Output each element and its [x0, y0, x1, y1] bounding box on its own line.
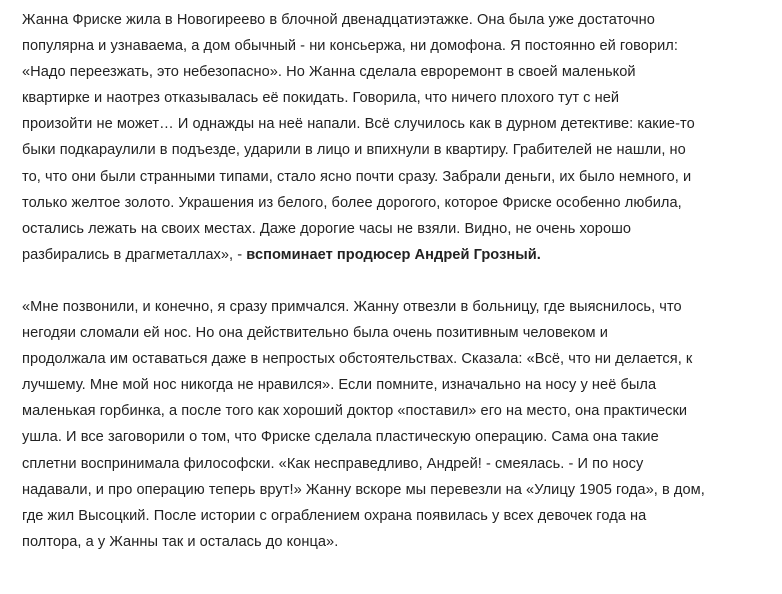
- text-line: сплетни воспринимала философски. «Как несправедливо, Андрей! - смеялась. - И по носу: [22, 455, 644, 472]
- text-line: только желтое золото. Украшения из белого, более дорогого, которое Фриске особенно любила,: [22, 194, 682, 211]
- text-line: надавали, и про операцию теперь врут!» Жанну вскоре мы перевезли на «Улицу 1905 года», в дом,: [22, 481, 705, 498]
- text-line: негодяи сломали ей нос. Но она действительно была очень позитивным человеком и: [22, 325, 608, 342]
- text-line: «Мне позвонили, и конечно, я сразу примчался. Жанну отвезли в больницу, где выяснилось, что: [22, 298, 682, 315]
- text-line-last: [22, 242, 752, 268]
- article-body: [22, 7, 752, 555]
- text-line: «Надо переезжать, это небезопасно». Но Жанна сделала евроремонт в своей маленькой: [22, 64, 636, 81]
- text-line: где жил Высоцкий. После истории с ограблением охрана появилась у всех девочек года на: [22, 507, 647, 524]
- text-line: произойти не может… И однажды на неё напали. Всё случилось как в дурном детективе: какие-то: [22, 116, 695, 133]
- text-line: квартирке и наотрез отказывалась её покидать. Говорила, что ничего плохого тут с ней: [22, 90, 620, 107]
- text-line: то, что они были странными типами, стало ясно почти сразу. Забрали деньги, их было немного, и: [22, 168, 692, 185]
- paragraph-2: [22, 294, 752, 555]
- text-line: остались лежать на своих местах. Даже дорогие часы не взяли. Видно, не очень хорошо: [22, 220, 632, 237]
- quote-ending: разбирались в драгметаллах», -: [22, 246, 247, 263]
- attribution: вспоминает продюсер Андрей Грозный.: [246, 246, 541, 263]
- text-line: быки подкараулили в подъезде, ударили в лицо и впихнули в квартиру. Грабителей не нашли, но: [22, 142, 686, 159]
- text-line: полтора, а у Жанны так и осталась до конца».: [22, 533, 339, 550]
- text-line: маленькая горбинка, а после того как хороший доктор «поставил» его на место, она практически: [22, 403, 688, 420]
- text-line: Жанна Фриске жила в Новогиреево в блочной двенадцатиэтажке. Она была уже достаточно: [22, 12, 655, 28]
- paragraph-spacer: [22, 268, 752, 294]
- text-line: лучшему. Мне мой нос никогда не нравился». Если помните, изначально на носу у неё была: [22, 377, 657, 394]
- text-line: продолжала им оставаться даже в непростых обстоятельствах. Сказала: «Всё, что ни делается, к: [22, 351, 693, 368]
- text-line: популярна и узнаваема, а дом обычный - ни консьержа, ни домофона. Я постоянно ей говорил:: [22, 38, 678, 55]
- text-line: ушла. И все заговорили о том, что Фриске сделала пластическую операцию. Сама она такие: [22, 429, 659, 446]
- paragraph-1: [22, 7, 752, 268]
